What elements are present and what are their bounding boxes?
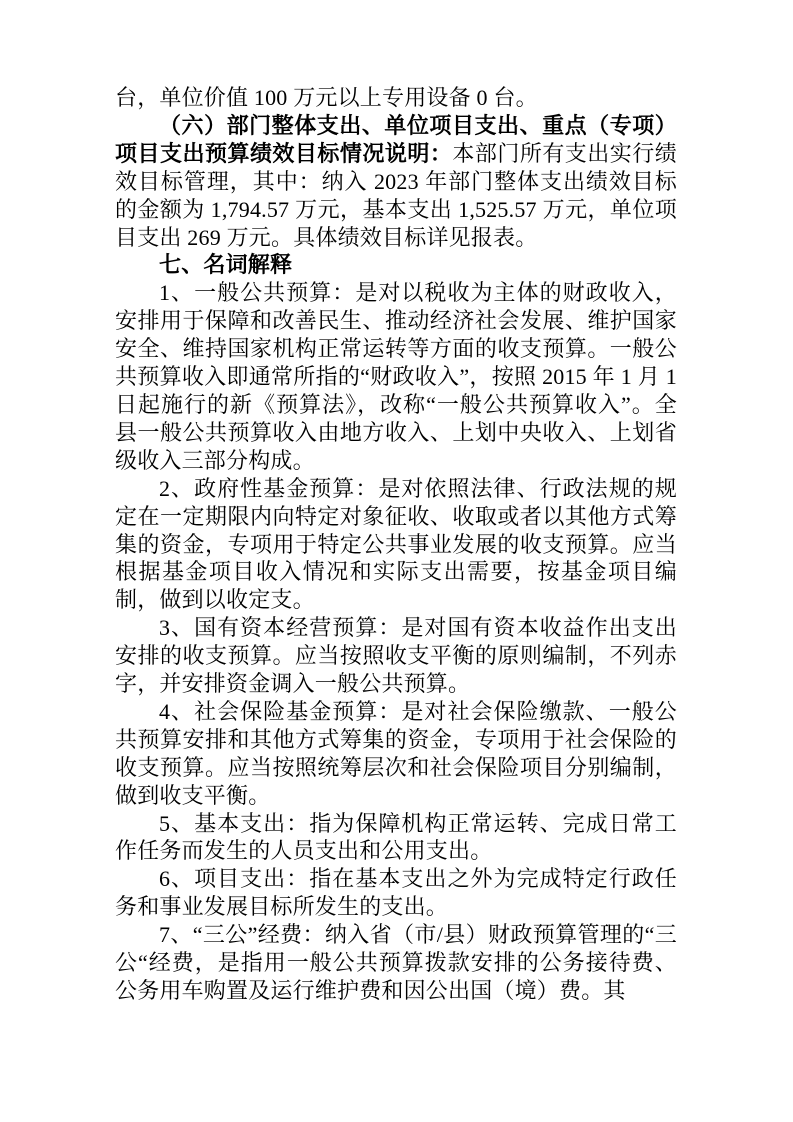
- paragraph-text: 台，单位价值 100 万元以上专用设备 0 台。: [115, 85, 538, 110]
- paragraph-text: 5、基本支出：指为保障机构正常运转、完成日常工作任务而发生的人员支出和公用支出。: [115, 810, 677, 864]
- glossary-term-7-three-public-expenses: [115, 921, 677, 1005]
- section-7-heading-text: 七、名词解释: [159, 252, 293, 278]
- section-6-heading-lead: （六）部门整体支出、单位项目支出、重点（专项）项目支出预算绩效目标情况说明：: [115, 112, 677, 166]
- paragraph-section-6-performance-targets: [115, 112, 677, 252]
- glossary-term-2-government-fund-budget: [115, 475, 677, 615]
- document-text-block: [115, 84, 677, 1005]
- paragraph-text: 2、政府性基金预算：是对依照法律、行政法规的规定在一定期限内向特定对象征收、收取或者以其他方式筹集的资金，专项用于特定公共事业发展的收支预算。应当根据基金项目收入情况和实际支出需要，按基金项目编制，做到以收定支。: [115, 475, 677, 613]
- glossary-term-3-state-capital-budget: [115, 614, 677, 698]
- section-6-body-text: 本部门所有支出实行绩效目标管理，其中：纳入 2023 年部门整体支出绩效目标的金额为 1,794.57 万元，基本支出 1,525.57 万元，单位项目支出 269 万元。具体绩效目标详见报表。: [115, 140, 677, 250]
- glossary-term-5-basic-expenditure: [115, 810, 677, 866]
- glossary-term-4-social-insurance-fund-budget: [115, 698, 677, 810]
- paragraph-text: 4、社会保险基金预算：是对社会保险缴款、一般公共预算安排和其他方式筹集的资金，专项用于社会保险的收支预算。应当按照统筹层次和社会保险项目分别编制，做到收支平衡。: [115, 698, 677, 808]
- glossary-term-1-general-public-budget: [115, 279, 677, 474]
- paragraph-text: 1、一般公共预算：是对以税收为主体的财政收入，安排用于保障和改善民生、推动经济社会发展、维护国家安全、维持国家机构正常运转等方面的收支预算。一般公共预算收入即通常所指的“财政收入”，按照 2015 年 1 月 1 日起施行的新《预算法》，改称“一般公共预算收入”。全县一般公共预算收入由地方收入、上划中央收入、上划省级收入三部分构成。: [115, 280, 677, 473]
- paragraph-text: 7、“三公”经费：纳入省（市/县）财政预算管理的“三公“经费，是指用一般公共预算拨款安排的公务接待费、公务用车购置及运行维护费和因公出国（境）费。其: [115, 922, 677, 1003]
- paragraph-equipment-continuation: [115, 84, 677, 112]
- heading-section-7-glossary: [115, 251, 677, 279]
- paragraph-text: 3、国有资本经营预算：是对国有资本收益作出支出安排的收支预算。应当按照收支平衡的原则编制，不列赤字，并安排资金调入一般公共预算。: [115, 615, 677, 697]
- glossary-term-6-project-expenditure: [115, 865, 677, 921]
- paragraph-text: 6、项目支出：指在基本支出之外为完成特定行政任务和事业发展目标所发生的支出。: [115, 866, 677, 920]
